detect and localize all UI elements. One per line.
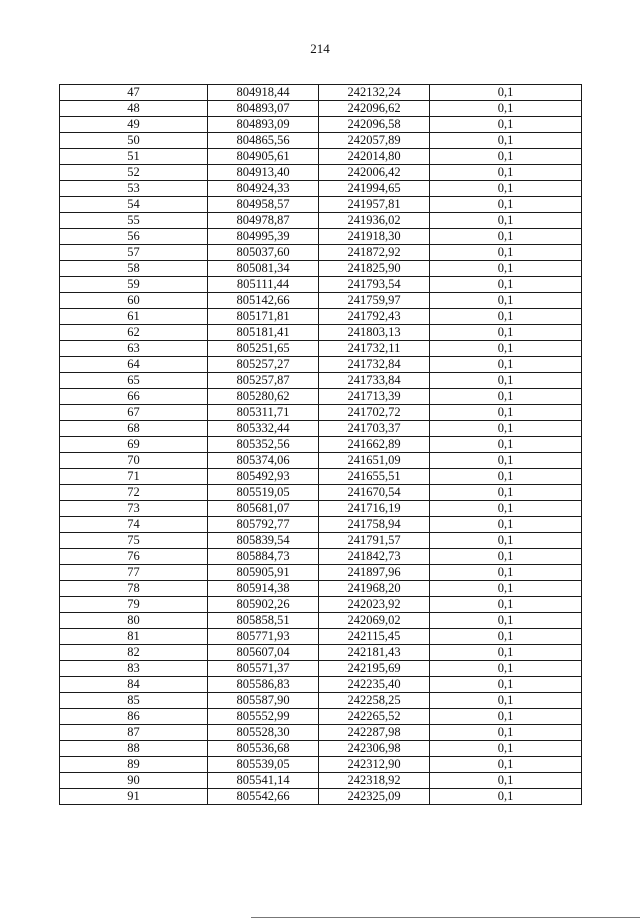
x-coordinate-cell: 804893,07 — [208, 101, 319, 117]
y-coordinate-cell: 241670,54 — [319, 485, 430, 501]
x-coordinate-cell: 805257,87 — [208, 373, 319, 389]
table-row — [60, 149, 582, 165]
x-coordinate-cell: 805571,37 — [208, 661, 319, 677]
y-coordinate-cell: 242325,09 — [319, 789, 430, 805]
y-coordinate-cell: 242014,80 — [319, 149, 430, 165]
x-coordinate-cell: 805492,93 — [208, 469, 319, 485]
value-cell: 0,1 — [430, 181, 582, 197]
x-coordinate-cell: 805536,68 — [208, 741, 319, 757]
table-row — [60, 117, 582, 133]
x-coordinate-cell: 805111,44 — [208, 277, 319, 293]
value-cell: 0,1 — [430, 549, 582, 565]
point-number-cell: 72 — [60, 485, 208, 501]
point-number-cell: 86 — [60, 709, 208, 725]
value-cell: 0,1 — [430, 565, 582, 581]
y-coordinate-cell: 242181,43 — [319, 645, 430, 661]
value-cell: 0,1 — [430, 677, 582, 693]
table-row — [60, 293, 582, 309]
table-row — [60, 533, 582, 549]
point-number-cell: 82 — [60, 645, 208, 661]
value-cell: 0,1 — [430, 629, 582, 645]
y-coordinate-cell: 241994,65 — [319, 181, 430, 197]
value-cell: 0,1 — [430, 437, 582, 453]
coordinates-table — [59, 84, 582, 805]
value-cell: 0,1 — [430, 789, 582, 805]
y-coordinate-cell: 242132,24 — [319, 85, 430, 101]
y-coordinate-cell: 242115,45 — [319, 629, 430, 645]
y-coordinate-cell: 241968,20 — [319, 581, 430, 597]
y-coordinate-cell: 242258,25 — [319, 693, 430, 709]
y-coordinate-cell: 242287,98 — [319, 725, 430, 741]
y-coordinate-cell: 242318,92 — [319, 773, 430, 789]
x-coordinate-cell: 805905,91 — [208, 565, 319, 581]
table-row — [60, 437, 582, 453]
y-coordinate-cell: 241791,57 — [319, 533, 430, 549]
table-row — [60, 645, 582, 661]
table-row — [60, 597, 582, 613]
y-coordinate-cell: 241703,37 — [319, 421, 430, 437]
value-cell: 0,1 — [430, 725, 582, 741]
point-number-cell: 60 — [60, 293, 208, 309]
value-cell: 0,1 — [430, 773, 582, 789]
table-row — [60, 229, 582, 245]
point-number-cell: 47 — [60, 85, 208, 101]
value-cell: 0,1 — [430, 485, 582, 501]
x-coordinate-cell: 805902,26 — [208, 597, 319, 613]
x-coordinate-cell: 804958,57 — [208, 197, 319, 213]
value-cell: 0,1 — [430, 373, 582, 389]
x-coordinate-cell: 805914,38 — [208, 581, 319, 597]
table-row — [60, 181, 582, 197]
point-number-cell: 88 — [60, 741, 208, 757]
value-cell: 0,1 — [430, 341, 582, 357]
value-cell: 0,1 — [430, 165, 582, 181]
value-cell: 0,1 — [430, 133, 582, 149]
table-row — [60, 101, 582, 117]
table-row — [60, 741, 582, 757]
x-coordinate-cell: 805352,56 — [208, 437, 319, 453]
value-cell: 0,1 — [430, 661, 582, 677]
y-coordinate-cell: 241872,92 — [319, 245, 430, 261]
value-cell: 0,1 — [430, 101, 582, 117]
y-coordinate-cell: 241655,51 — [319, 469, 430, 485]
y-coordinate-cell: 241651,09 — [319, 453, 430, 469]
x-coordinate-cell: 805884,73 — [208, 549, 319, 565]
y-coordinate-cell: 242096,62 — [319, 101, 430, 117]
y-coordinate-cell: 241825,90 — [319, 261, 430, 277]
y-coordinate-cell: 242006,42 — [319, 165, 430, 181]
value-cell: 0,1 — [430, 213, 582, 229]
table-row — [60, 501, 582, 517]
x-coordinate-cell: 805171,81 — [208, 309, 319, 325]
point-number-cell: 58 — [60, 261, 208, 277]
table-row — [60, 453, 582, 469]
table-row — [60, 629, 582, 645]
point-number-cell: 77 — [60, 565, 208, 581]
y-coordinate-cell: 242195,69 — [319, 661, 430, 677]
x-coordinate-cell: 805251,65 — [208, 341, 319, 357]
x-coordinate-cell: 805528,30 — [208, 725, 319, 741]
point-number-cell: 66 — [60, 389, 208, 405]
x-coordinate-cell: 805181,41 — [208, 325, 319, 341]
table-row — [60, 309, 582, 325]
table-row — [60, 485, 582, 501]
value-cell: 0,1 — [430, 741, 582, 757]
x-coordinate-cell: 804924,33 — [208, 181, 319, 197]
x-coordinate-cell: 805586,83 — [208, 677, 319, 693]
value-cell: 0,1 — [430, 149, 582, 165]
value-cell: 0,1 — [430, 501, 582, 517]
value-cell: 0,1 — [430, 197, 582, 213]
x-coordinate-cell: 805332,44 — [208, 421, 319, 437]
value-cell: 0,1 — [430, 325, 582, 341]
point-number-cell: 71 — [60, 469, 208, 485]
x-coordinate-cell: 805374,06 — [208, 453, 319, 469]
x-coordinate-cell: 805311,71 — [208, 405, 319, 421]
point-number-cell: 78 — [60, 581, 208, 597]
point-number-cell: 90 — [60, 773, 208, 789]
y-coordinate-cell: 242312,90 — [319, 757, 430, 773]
y-coordinate-cell: 241842,73 — [319, 549, 430, 565]
table-row — [60, 725, 582, 741]
x-coordinate-cell: 805541,14 — [208, 773, 319, 789]
x-coordinate-cell: 804913,40 — [208, 165, 319, 181]
point-number-cell: 68 — [60, 421, 208, 437]
table-row — [60, 757, 582, 773]
value-cell: 0,1 — [430, 709, 582, 725]
point-number-cell: 61 — [60, 309, 208, 325]
table-row — [60, 469, 582, 485]
table-row — [60, 245, 582, 261]
value-cell: 0,1 — [430, 293, 582, 309]
y-coordinate-cell: 241662,89 — [319, 437, 430, 453]
x-coordinate-cell: 805037,60 — [208, 245, 319, 261]
y-coordinate-cell: 242023,92 — [319, 597, 430, 613]
y-coordinate-cell: 241936,02 — [319, 213, 430, 229]
value-cell: 0,1 — [430, 757, 582, 773]
y-coordinate-cell: 241897,96 — [319, 565, 430, 581]
point-number-cell: 57 — [60, 245, 208, 261]
x-coordinate-cell: 805257,27 — [208, 357, 319, 373]
y-coordinate-cell: 241918,30 — [319, 229, 430, 245]
table-row — [60, 357, 582, 373]
table-row — [60, 709, 582, 725]
table-row — [60, 213, 582, 229]
point-number-cell: 67 — [60, 405, 208, 421]
table-row — [60, 565, 582, 581]
y-coordinate-cell: 241713,39 — [319, 389, 430, 405]
point-number-cell: 48 — [60, 101, 208, 117]
x-coordinate-cell: 805519,05 — [208, 485, 319, 501]
table-row — [60, 693, 582, 709]
y-coordinate-cell: 242069,02 — [319, 613, 430, 629]
table-row — [60, 677, 582, 693]
x-coordinate-cell: 804995,39 — [208, 229, 319, 245]
point-number-cell: 87 — [60, 725, 208, 741]
point-number-cell: 84 — [60, 677, 208, 693]
x-coordinate-cell: 805542,66 — [208, 789, 319, 805]
value-cell: 0,1 — [430, 469, 582, 485]
y-coordinate-cell: 241702,72 — [319, 405, 430, 421]
x-coordinate-cell: 804905,61 — [208, 149, 319, 165]
y-coordinate-cell: 241792,43 — [319, 309, 430, 325]
value-cell: 0,1 — [430, 613, 582, 629]
y-coordinate-cell: 241759,97 — [319, 293, 430, 309]
y-coordinate-cell: 242306,98 — [319, 741, 430, 757]
x-coordinate-cell: 805858,51 — [208, 613, 319, 629]
y-coordinate-cell: 241733,84 — [319, 373, 430, 389]
value-cell: 0,1 — [430, 693, 582, 709]
table-row — [60, 421, 582, 437]
table-row — [60, 261, 582, 277]
value-cell: 0,1 — [430, 229, 582, 245]
point-number-cell: 53 — [60, 181, 208, 197]
point-number-cell: 65 — [60, 373, 208, 389]
table-row — [60, 341, 582, 357]
table-row — [60, 789, 582, 805]
y-coordinate-cell: 241803,13 — [319, 325, 430, 341]
table-row — [60, 197, 582, 213]
value-cell: 0,1 — [430, 277, 582, 293]
table-row — [60, 773, 582, 789]
table-row — [60, 389, 582, 405]
y-coordinate-cell: 241732,11 — [319, 341, 430, 357]
x-coordinate-cell: 805081,34 — [208, 261, 319, 277]
point-number-cell: 52 — [60, 165, 208, 181]
table-row — [60, 133, 582, 149]
point-number-cell: 56 — [60, 229, 208, 245]
x-coordinate-cell: 804893,09 — [208, 117, 319, 133]
x-coordinate-cell: 805771,93 — [208, 629, 319, 645]
point-number-cell: 89 — [60, 757, 208, 773]
table-row — [60, 581, 582, 597]
point-number-cell: 75 — [60, 533, 208, 549]
x-coordinate-cell: 805681,07 — [208, 501, 319, 517]
point-number-cell: 83 — [60, 661, 208, 677]
table-row — [60, 277, 582, 293]
point-number-cell: 70 — [60, 453, 208, 469]
value-cell: 0,1 — [430, 645, 582, 661]
point-number-cell: 55 — [60, 213, 208, 229]
table-row — [60, 165, 582, 181]
value-cell: 0,1 — [430, 581, 582, 597]
value-cell: 0,1 — [430, 117, 582, 133]
table-row — [60, 613, 582, 629]
x-coordinate-cell: 804918,44 — [208, 85, 319, 101]
x-coordinate-cell: 804978,87 — [208, 213, 319, 229]
page-number: 214 — [310, 41, 330, 56]
value-cell: 0,1 — [430, 597, 582, 613]
point-number-cell: 76 — [60, 549, 208, 565]
point-number-cell: 81 — [60, 629, 208, 645]
table-row — [60, 85, 582, 101]
table-row — [60, 549, 582, 565]
value-cell: 0,1 — [430, 453, 582, 469]
x-coordinate-cell: 805552,99 — [208, 709, 319, 725]
y-coordinate-cell: 241793,54 — [319, 277, 430, 293]
value-cell: 0,1 — [430, 421, 582, 437]
x-coordinate-cell: 805839,54 — [208, 533, 319, 549]
value-cell: 0,1 — [430, 261, 582, 277]
y-coordinate-cell: 241716,19 — [319, 501, 430, 517]
point-number-cell: 69 — [60, 437, 208, 453]
value-cell: 0,1 — [430, 85, 582, 101]
x-coordinate-cell: 805607,04 — [208, 645, 319, 661]
x-coordinate-cell: 805587,90 — [208, 693, 319, 709]
y-coordinate-cell: 242235,40 — [319, 677, 430, 693]
point-number-cell: 74 — [60, 517, 208, 533]
value-cell: 0,1 — [430, 533, 582, 549]
y-coordinate-cell: 241957,81 — [319, 197, 430, 213]
point-number-cell: 51 — [60, 149, 208, 165]
point-number-cell: 64 — [60, 357, 208, 373]
point-number-cell: 79 — [60, 597, 208, 613]
scan-edge-line — [251, 917, 640, 918]
point-number-cell: 50 — [60, 133, 208, 149]
table-row — [60, 325, 582, 341]
point-number-cell: 49 — [60, 117, 208, 133]
point-number-cell: 54 — [60, 197, 208, 213]
value-cell: 0,1 — [430, 245, 582, 261]
point-number-cell: 63 — [60, 341, 208, 357]
point-number-cell: 59 — [60, 277, 208, 293]
value-cell: 0,1 — [430, 405, 582, 421]
table-row — [60, 661, 582, 677]
x-coordinate-cell: 805280,62 — [208, 389, 319, 405]
y-coordinate-cell: 241732,84 — [319, 357, 430, 373]
y-coordinate-cell: 242096,58 — [319, 117, 430, 133]
coordinates-table-body — [60, 85, 582, 805]
table-row — [60, 373, 582, 389]
x-coordinate-cell: 804865,56 — [208, 133, 319, 149]
value-cell: 0,1 — [430, 309, 582, 325]
point-number-cell: 85 — [60, 693, 208, 709]
value-cell: 0,1 — [430, 517, 582, 533]
table-row — [60, 517, 582, 533]
x-coordinate-cell: 805142,66 — [208, 293, 319, 309]
point-number-cell: 62 — [60, 325, 208, 341]
x-coordinate-cell: 805539,05 — [208, 757, 319, 773]
y-coordinate-cell: 242265,52 — [319, 709, 430, 725]
point-number-cell: 73 — [60, 501, 208, 517]
point-number-cell: 80 — [60, 613, 208, 629]
y-coordinate-cell: 241758,94 — [319, 517, 430, 533]
y-coordinate-cell: 242057,89 — [319, 133, 430, 149]
value-cell: 0,1 — [430, 357, 582, 373]
table-row — [60, 405, 582, 421]
x-coordinate-cell: 805792,77 — [208, 517, 319, 533]
point-number-cell: 91 — [60, 789, 208, 805]
value-cell: 0,1 — [430, 389, 582, 405]
